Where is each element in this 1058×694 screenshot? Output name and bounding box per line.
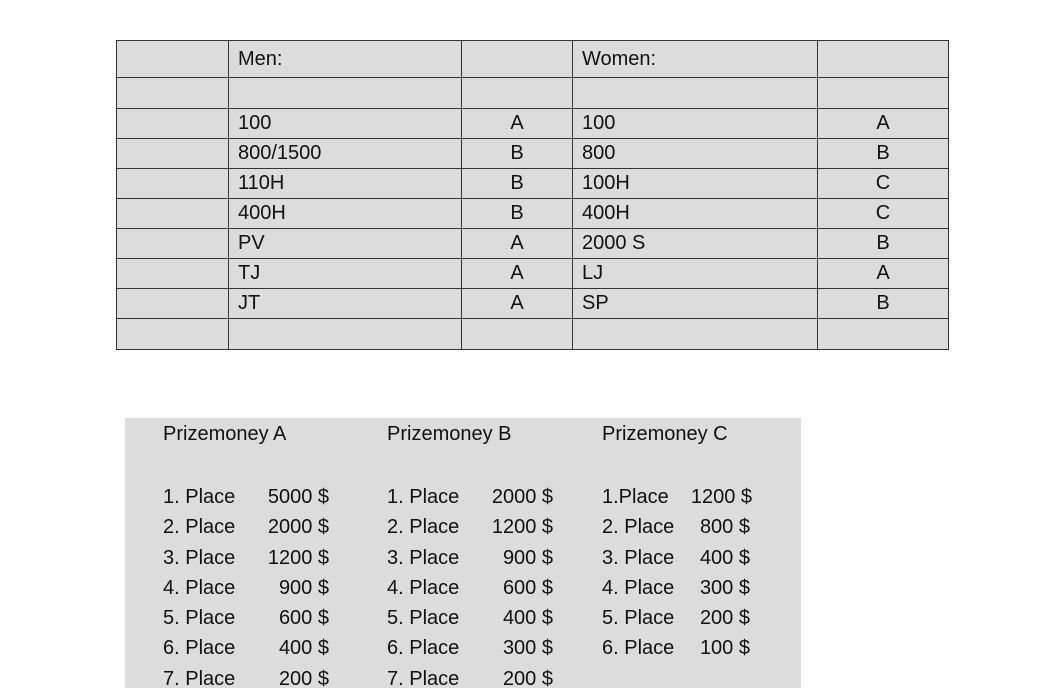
place-amount: 400 $	[699, 546, 750, 569]
place-label: 7. Place	[163, 667, 236, 690]
men-class-cell: A	[462, 259, 573, 289]
men-event-cell: TJ	[229, 259, 462, 289]
place-amount: 2000 $	[267, 516, 329, 539]
women-class-cell: C	[818, 199, 949, 229]
men-event-cell: 400H	[229, 199, 462, 229]
table-cell	[117, 289, 229, 319]
events-table	[116, 40, 949, 350]
women-class-cell	[818, 319, 949, 350]
table-row	[117, 169, 949, 199]
table-cell	[117, 139, 229, 169]
place-amount: 300 $	[699, 576, 750, 599]
place-label: 7. Place	[387, 667, 460, 690]
place-amount: 600 $	[278, 607, 329, 630]
prize-place-item	[387, 543, 553, 573]
place-label: 4. Place	[602, 576, 675, 599]
place-amount: 900 $	[278, 576, 329, 599]
prize-place-item	[602, 482, 752, 512]
men-header: Men:	[229, 41, 462, 78]
prize-place-item	[602, 603, 750, 633]
men-class-cell: B	[462, 199, 573, 229]
place-amount: 200 $	[278, 667, 329, 690]
place-label: 5. Place	[602, 607, 675, 630]
prize-list	[163, 482, 329, 694]
prize-place-item	[387, 573, 553, 603]
women-class-cell: B	[818, 139, 949, 169]
place-amount: 200 $	[699, 607, 750, 630]
women-header: Women:	[573, 41, 818, 78]
place-label: 5. Place	[163, 607, 236, 630]
women-event-cell: 2000 S	[573, 229, 818, 259]
men-class-cell	[462, 319, 573, 350]
place-amount: 1200 $	[491, 516, 553, 539]
men-event-cell	[229, 78, 462, 109]
table-row	[117, 289, 949, 319]
table-header-row	[117, 41, 949, 78]
women-class-cell	[818, 78, 949, 109]
place-label: 6. Place	[163, 637, 236, 660]
place-amount: 600 $	[502, 576, 553, 599]
men-event-cell: 100	[229, 109, 462, 139]
women-class-cell: B	[818, 229, 949, 259]
prize-place-item	[387, 664, 553, 694]
women-class-cell: A	[818, 109, 949, 139]
place-amount: 100 $	[699, 637, 750, 660]
place-amount: 1200 $	[267, 546, 329, 569]
place-label: 4. Place	[387, 576, 460, 599]
place-amount: 2000 $	[491, 486, 553, 508]
table-cell	[117, 259, 229, 289]
prize-list	[602, 482, 752, 664]
place-label: 2. Place	[163, 516, 236, 539]
place-label: 2. Place	[602, 516, 675, 539]
men-event-cell	[229, 319, 462, 350]
place-amount: 5000 $	[267, 486, 329, 508]
prize-list	[387, 482, 553, 694]
table-cell	[818, 41, 949, 78]
prize-place-item	[387, 482, 553, 512]
place-label: 3. Place	[602, 546, 675, 569]
women-class-cell: C	[818, 169, 949, 199]
table-cell	[462, 41, 573, 78]
table-row	[117, 139, 949, 169]
table-cell	[117, 169, 229, 199]
table-cell	[117, 41, 229, 78]
prize-place-item	[163, 603, 329, 633]
prize-place-item	[602, 512, 750, 542]
place-amount: 800 $	[699, 516, 750, 539]
place-amount: 1200 $	[690, 486, 752, 508]
women-event-cell	[573, 319, 818, 350]
prize-place-item	[387, 633, 553, 663]
men-event-cell: 800/1500	[229, 139, 462, 169]
prize-place-item	[163, 573, 329, 603]
place-amount: 400 $	[502, 607, 553, 630]
men-event-cell: 110H	[229, 169, 462, 199]
prize-money-panel	[125, 418, 801, 688]
place-amount: 300 $	[502, 637, 553, 660]
prize-place-item	[387, 512, 553, 542]
prize-place-item	[163, 543, 329, 573]
place-label: 1. Place	[387, 486, 460, 508]
prize-group-title: Prizemoney B	[387, 423, 512, 445]
women-event-cell: SP	[573, 289, 818, 319]
table-row	[117, 259, 949, 289]
place-amount: 900 $	[502, 546, 553, 569]
table-cell	[117, 78, 229, 109]
women-class-cell: B	[818, 289, 949, 319]
prize-place-item	[602, 573, 750, 603]
men-class-cell: B	[462, 169, 573, 199]
place-label: 1.Place	[602, 486, 669, 508]
table-cell	[117, 109, 229, 139]
place-amount: 400 $	[278, 637, 329, 660]
prize-place-item	[602, 543, 750, 573]
men-class-cell	[462, 78, 573, 109]
table-row	[117, 199, 949, 229]
women-event-cell	[573, 78, 818, 109]
prize-group-title: Prizemoney A	[163, 423, 287, 445]
prize-place-item	[602, 633, 750, 663]
table-row	[117, 109, 949, 139]
table-row	[117, 78, 949, 109]
women-event-cell: LJ	[573, 259, 818, 289]
men-class-cell: A	[462, 109, 573, 139]
place-label: 6. Place	[387, 637, 460, 660]
prize-place-item	[163, 512, 329, 542]
women-class-cell: A	[818, 259, 949, 289]
men-class-cell: A	[462, 289, 573, 319]
place-label: 3. Place	[163, 546, 236, 569]
table-row	[117, 319, 949, 350]
table-row	[117, 229, 949, 259]
place-label: 4. Place	[163, 576, 236, 599]
women-event-cell: 800	[573, 139, 818, 169]
place-label: 3. Place	[387, 546, 460, 569]
place-label: 2. Place	[387, 516, 460, 539]
place-amount: 200 $	[502, 667, 553, 690]
prize-place-item	[163, 664, 329, 694]
women-event-cell: 400H	[573, 199, 818, 229]
place-label: 5. Place	[387, 607, 460, 630]
prize-group-title: Prizemoney C	[602, 423, 728, 445]
men-event-cell: PV	[229, 229, 462, 259]
place-label: 6. Place	[602, 637, 675, 660]
table-cell	[117, 229, 229, 259]
table-cell	[117, 319, 229, 350]
prize-place-item	[163, 482, 329, 512]
place-label: 1. Place	[163, 486, 236, 508]
men-class-cell: A	[462, 229, 573, 259]
prize-place-item	[163, 633, 329, 663]
prize-place-item	[387, 603, 553, 633]
table-cell	[117, 199, 229, 229]
men-class-cell: B	[462, 139, 573, 169]
women-event-cell: 100	[573, 109, 818, 139]
women-event-cell: 100H	[573, 169, 818, 199]
men-event-cell: JT	[229, 289, 462, 319]
